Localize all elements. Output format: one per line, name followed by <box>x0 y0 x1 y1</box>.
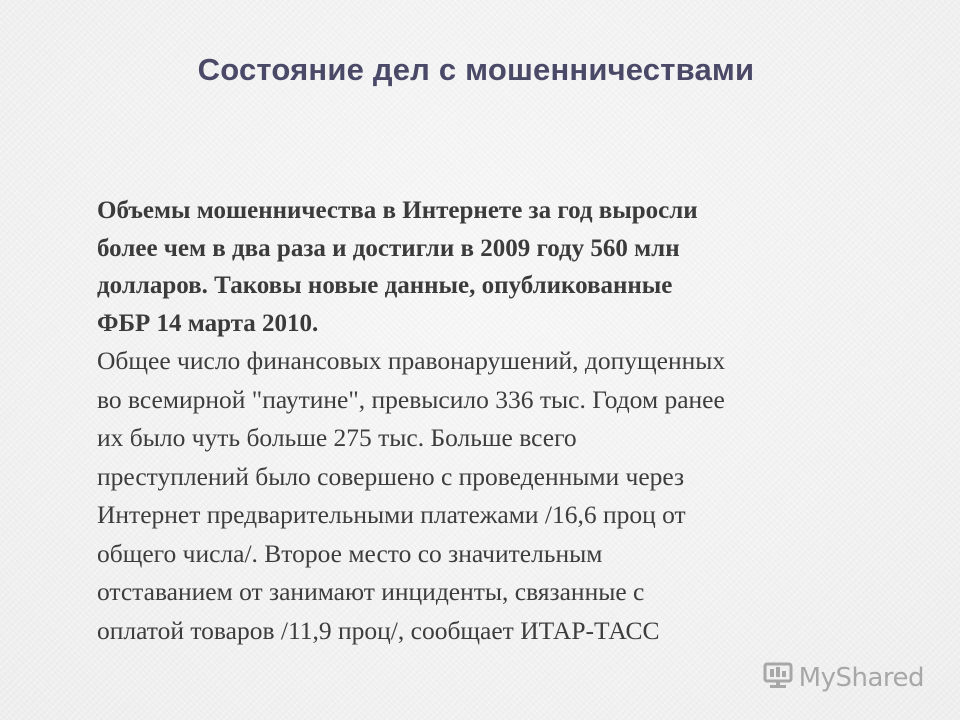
watermark-text: MyShared <box>798 662 924 693</box>
watermark <box>763 661 924 694</box>
lead-line: Объемы мошенничества в Интернете за год выросли <box>97 197 698 224</box>
detail-line: общего числа/. Второе место со значительным <box>97 538 603 568</box>
lead-paragraph <box>97 192 897 342</box>
presentation-screen-icon <box>763 661 793 694</box>
detail-paragraph <box>97 342 897 650</box>
detail-line: Общее число финансовых правонарушений, допущенных <box>97 346 726 375</box>
detail-line: во всемирной "паутине", превысило 336 тыс. Годом ранее <box>97 384 725 414</box>
lead-line: более чем в два раза и достигли в 2009 году 560 млн <box>97 234 680 262</box>
detail-line: их было чуть больше 275 тыс. Больше всего <box>97 423 577 452</box>
lead-line: долларов. Таковы новые данные, опубликованные <box>97 272 673 299</box>
lead-line: ФБР 14 марта 2010. <box>97 309 319 337</box>
slide-title: Состояние дел с мошенничествами <box>197 52 755 87</box>
detail-line: Интернет предварительными платежами /16,6 проц от <box>97 500 686 529</box>
detail-line: оплатой товаров /11,9 проц/, сообщает ИТАР-ТАСС <box>97 615 660 645</box>
slide-body <box>97 192 897 650</box>
detail-line: отставанием от занимают инциденты, связанные с <box>97 577 645 606</box>
detail-line: преступлений было совершено с проведенными через <box>97 461 685 491</box>
